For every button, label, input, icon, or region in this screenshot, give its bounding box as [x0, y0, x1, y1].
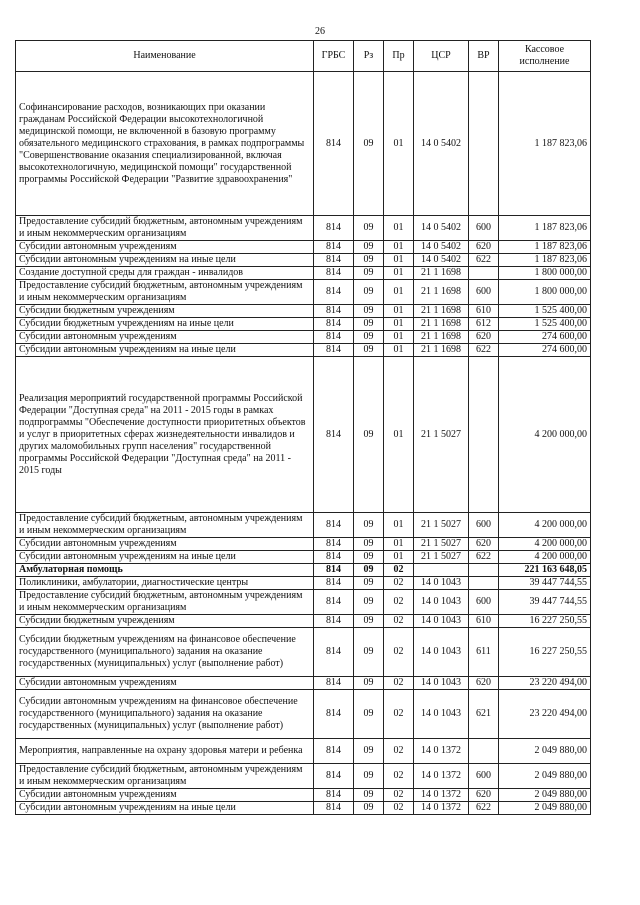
row-csr: 14 0 5402: [414, 241, 469, 254]
row-csr: 14 0 5402: [414, 254, 469, 267]
row-amount: 2 049 880,00: [499, 739, 591, 764]
row-amount: 39 447 744,55: [499, 590, 591, 615]
row-rz: 09: [354, 551, 384, 564]
header-rz: Рз: [354, 41, 384, 72]
row-pr: 01: [384, 254, 414, 267]
row-name: Субсидии бюджетным учреждениям: [16, 305, 314, 318]
table-row: [16, 241, 591, 254]
row-pr: 02: [384, 615, 414, 628]
row-name: Субсидии автономным учреждениям на иные цели: [16, 254, 314, 267]
row-name: Предоставление субсидий бюджетным, автономным учреждениям и иным некоммерческим организациям: [16, 216, 314, 241]
row-amount: 2 049 880,00: [499, 802, 591, 815]
row-rz: 09: [354, 357, 384, 513]
row-name: Предоставление субсидий бюджетным, автономным учреждениям и иным некоммерческим организациям: [16, 513, 314, 538]
row-vr: 600: [469, 590, 499, 615]
row-rz: 09: [354, 216, 384, 241]
row-grbs: 814: [314, 216, 354, 241]
row-rz: 09: [354, 72, 384, 216]
row-pr: 02: [384, 690, 414, 739]
row-amount: 1 187 823,06: [499, 216, 591, 241]
row-name: Мероприятия, направленные на охрану здоровья матери и ребенка: [16, 739, 314, 764]
table-row: [16, 628, 591, 677]
row-pr: 02: [384, 677, 414, 690]
row-vr: 611: [469, 628, 499, 677]
row-amount: 2 049 880,00: [499, 789, 591, 802]
row-csr: 14 0 1372: [414, 802, 469, 815]
row-csr: 14 0 1372: [414, 789, 469, 802]
row-grbs: 814: [314, 690, 354, 739]
table-row: [16, 802, 591, 815]
row-amount: 16 227 250,55: [499, 615, 591, 628]
row-pr: 02: [384, 564, 414, 577]
row-rz: 09: [354, 254, 384, 267]
row-vr: 620: [469, 241, 499, 254]
row-amount: 1 187 823,06: [499, 254, 591, 267]
row-grbs: 814: [314, 254, 354, 267]
table-row: [16, 513, 591, 538]
table-row: [16, 551, 591, 564]
row-rz: 09: [354, 615, 384, 628]
table-row: [16, 331, 591, 344]
row-vr: 600: [469, 280, 499, 305]
page-number: 26: [315, 26, 325, 37]
row-name: Субсидии автономным учреждениям: [16, 241, 314, 254]
row-name: Субсидии автономным учреждениям на иные цели: [16, 802, 314, 815]
header-amount: Кассовое исполнение: [499, 41, 591, 72]
row-amount: 221 163 648,05: [499, 564, 591, 577]
row-name: Субсидии автономным учреждениям на финансовое обеспечение государственного (муниципального) задания на оказание государственных (муниципальных) услуг (выполнение работ): [16, 690, 314, 739]
row-grbs: 814: [314, 331, 354, 344]
row-rz: 09: [354, 331, 384, 344]
header-grbs: ГРБС: [314, 41, 354, 72]
row-grbs: 814: [314, 764, 354, 789]
row-name: Субсидии автономным учреждениям: [16, 789, 314, 802]
row-csr: 21 1 5027: [414, 513, 469, 538]
row-csr: 21 1 1698: [414, 280, 469, 305]
table-row: [16, 590, 591, 615]
row-vr: 620: [469, 538, 499, 551]
row-vr: [469, 577, 499, 590]
row-rz: 09: [354, 764, 384, 789]
row-rz: 09: [354, 305, 384, 318]
row-pr: 01: [384, 538, 414, 551]
row-rz: 09: [354, 577, 384, 590]
table-row: [16, 318, 591, 331]
row-amount: 4 200 000,00: [499, 357, 591, 513]
row-rz: 09: [354, 690, 384, 739]
row-amount: 274 600,00: [499, 331, 591, 344]
row-rz: 09: [354, 344, 384, 357]
row-pr: 02: [384, 802, 414, 815]
row-csr: 14 0 1043: [414, 690, 469, 739]
row-amount: 4 200 000,00: [499, 551, 591, 564]
row-pr: 02: [384, 577, 414, 590]
row-rz: 09: [354, 628, 384, 677]
row-name: Субсидии автономным учреждениям: [16, 677, 314, 690]
row-name: Амбулаторная помощь: [16, 564, 314, 577]
row-name: Субсидии автономным учреждениям на иные цели: [16, 551, 314, 564]
table-row: [16, 764, 591, 789]
row-name: Предоставление субсидий бюджетным, автономным учреждениям и иным некоммерческим организациям: [16, 764, 314, 789]
row-amount: 1 800 000,00: [499, 267, 591, 280]
row-csr: 21 1 5027: [414, 551, 469, 564]
row-grbs: 814: [314, 513, 354, 538]
table-row: [16, 577, 591, 590]
row-grbs: 814: [314, 564, 354, 577]
row-name: Субсидии автономным учреждениям: [16, 538, 314, 551]
row-pr: 01: [384, 318, 414, 331]
row-amount: 1 187 823,06: [499, 72, 591, 216]
row-amount: 4 200 000,00: [499, 513, 591, 538]
row-csr: 21 1 5027: [414, 538, 469, 551]
table-row: [16, 357, 591, 513]
row-pr: 01: [384, 241, 414, 254]
row-name: Создание доступной среды для граждан - инвалидов: [16, 267, 314, 280]
row-grbs: 814: [314, 357, 354, 513]
table-row: [16, 677, 591, 690]
row-csr: 21 1 1698: [414, 267, 469, 280]
table-row: [16, 739, 591, 764]
table-row: [16, 267, 591, 280]
row-csr: 14 0 1043: [414, 677, 469, 690]
row-vr: [469, 564, 499, 577]
row-rz: 09: [354, 318, 384, 331]
row-vr: [469, 739, 499, 764]
table-row: [16, 690, 591, 739]
row-vr: 610: [469, 615, 499, 628]
row-pr: 02: [384, 764, 414, 789]
row-grbs: 814: [314, 577, 354, 590]
row-pr: 02: [384, 628, 414, 677]
row-rz: 09: [354, 241, 384, 254]
row-name: Субсидии бюджетным учреждениям на финансовое обеспечение государственного (муниципального) задания на оказание государственных (муниципальных) услуг (выполнение работ): [16, 628, 314, 677]
row-grbs: 814: [314, 72, 354, 216]
row-pr: 01: [384, 305, 414, 318]
header-csr: ЦСР: [414, 41, 469, 72]
row-grbs: 814: [314, 802, 354, 815]
row-name: Субсидии автономным учреждениям: [16, 331, 314, 344]
row-amount: 23 220 494,00: [499, 677, 591, 690]
row-grbs: 814: [314, 241, 354, 254]
row-name: Предоставление субсидий бюджетным, автономным учреждениям и иным некоммерческим организациям: [16, 280, 314, 305]
table-row: [16, 254, 591, 267]
table-row: [16, 789, 591, 802]
table-row: [16, 538, 591, 551]
row-csr: 21 1 1698: [414, 318, 469, 331]
row-grbs: 814: [314, 789, 354, 802]
row-name: Субсидии автономным учреждениям на иные цели: [16, 344, 314, 357]
table-row: [16, 216, 591, 241]
row-csr: 14 0 1372: [414, 739, 469, 764]
row-rz: 09: [354, 267, 384, 280]
table-row: [16, 615, 591, 628]
header-pr: Пр: [384, 41, 414, 72]
row-pr: 01: [384, 216, 414, 241]
row-pr: 01: [384, 344, 414, 357]
row-rz: 09: [354, 564, 384, 577]
row-grbs: 814: [314, 344, 354, 357]
row-rz: 09: [354, 590, 384, 615]
row-csr: [414, 564, 469, 577]
row-csr: 14 0 1043: [414, 615, 469, 628]
row-vr: 600: [469, 216, 499, 241]
row-grbs: 814: [314, 280, 354, 305]
row-pr: 01: [384, 331, 414, 344]
row-grbs: 814: [314, 628, 354, 677]
row-name: Субсидии бюджетным учреждениям на иные цели: [16, 318, 314, 331]
table-row: [16, 280, 591, 305]
row-amount: 274 600,00: [499, 344, 591, 357]
row-csr: 21 1 1698: [414, 344, 469, 357]
row-vr: 620: [469, 677, 499, 690]
row-vr: [469, 357, 499, 513]
row-amount: 39 447 744,55: [499, 577, 591, 590]
row-pr: 01: [384, 72, 414, 216]
row-amount: 23 220 494,00: [499, 690, 591, 739]
row-pr: 01: [384, 551, 414, 564]
row-rz: 09: [354, 280, 384, 305]
row-grbs: 814: [314, 305, 354, 318]
table-row: [16, 72, 591, 216]
row-vr: 622: [469, 254, 499, 267]
row-grbs: 814: [314, 551, 354, 564]
row-amount: 16 227 250,55: [499, 628, 591, 677]
row-csr: 21 1 5027: [414, 357, 469, 513]
row-name: Субсидии бюджетным учреждениям: [16, 615, 314, 628]
row-pr: 02: [384, 590, 414, 615]
row-grbs: 814: [314, 538, 354, 551]
row-pr: 02: [384, 739, 414, 764]
row-rz: 09: [354, 513, 384, 538]
row-amount: 2 049 880,00: [499, 764, 591, 789]
row-vr: 622: [469, 551, 499, 564]
row-csr: 14 0 5402: [414, 216, 469, 241]
row-amount: 1 187 823,06: [499, 241, 591, 254]
row-csr: 14 0 1372: [414, 764, 469, 789]
row-rz: 09: [354, 789, 384, 802]
row-csr: 14 0 1043: [414, 590, 469, 615]
row-pr: 01: [384, 357, 414, 513]
budget-table: [15, 40, 591, 815]
row-csr: 14 0 1043: [414, 628, 469, 677]
row-grbs: 814: [314, 739, 354, 764]
row-amount: 1 800 000,00: [499, 280, 591, 305]
row-vr: [469, 72, 499, 216]
row-vr: [469, 267, 499, 280]
row-grbs: 814: [314, 590, 354, 615]
row-vr: 621: [469, 690, 499, 739]
row-rz: 09: [354, 538, 384, 551]
row-pr: 02: [384, 789, 414, 802]
row-amount: 1 525 400,00: [499, 305, 591, 318]
table-row: [16, 344, 591, 357]
row-csr: 21 1 1698: [414, 305, 469, 318]
row-vr: 610: [469, 305, 499, 318]
row-vr: 600: [469, 764, 499, 789]
table-row: [16, 564, 591, 577]
row-vr: 612: [469, 318, 499, 331]
row-grbs: 814: [314, 267, 354, 280]
row-csr: 21 1 1698: [414, 331, 469, 344]
row-csr: 14 0 5402: [414, 72, 469, 216]
row-name: Софинансирование расходов, возникающих при оказании гражданам Российской Федерации высокотехнологичной медицинской помощи, не включенной в базовую программу обязательного медицинского страхования, в рамках подпрограммы "Совершенствование оказания специализированной, включая высокотехнологичную, медицинской помощи" государственной программы Российской Федерации "Развитие здравоохранения": [16, 72, 314, 216]
row-pr: 01: [384, 513, 414, 538]
row-amount: 4 200 000,00: [499, 538, 591, 551]
row-rz: 09: [354, 739, 384, 764]
row-pr: 01: [384, 280, 414, 305]
header-name: Наименование: [16, 41, 314, 72]
row-vr: 620: [469, 331, 499, 344]
row-vr: 600: [469, 513, 499, 538]
row-csr: 14 0 1043: [414, 577, 469, 590]
table-header-row: [16, 41, 591, 72]
row-name: Предоставление субсидий бюджетным, автономным учреждениям и иным некоммерческим организациям: [16, 590, 314, 615]
row-rz: 09: [354, 677, 384, 690]
row-pr: 01: [384, 267, 414, 280]
row-vr: 622: [469, 344, 499, 357]
row-grbs: 814: [314, 318, 354, 331]
row-vr: 622: [469, 802, 499, 815]
row-name: Реализация мероприятий государственной программы Российской Федерации "Доступная среда" на 2011 - 2015 годы в рамках подпрограммы "Обеспечение доступности приоритетных объектов и услуг в приоритетных сферах жизнедеятельности инвалидов и других маломобильных групп населения" государственной программы Российской Федерации "Доступная среда" на 2011 - 2015 годы: [16, 357, 314, 513]
row-name: Поликлиники, амбулатории, диагностические центры: [16, 577, 314, 590]
table-row: [16, 305, 591, 318]
row-grbs: 814: [314, 615, 354, 628]
header-vr: ВР: [469, 41, 499, 72]
row-grbs: 814: [314, 677, 354, 690]
row-vr: 620: [469, 789, 499, 802]
row-rz: 09: [354, 802, 384, 815]
row-amount: 1 525 400,00: [499, 318, 591, 331]
